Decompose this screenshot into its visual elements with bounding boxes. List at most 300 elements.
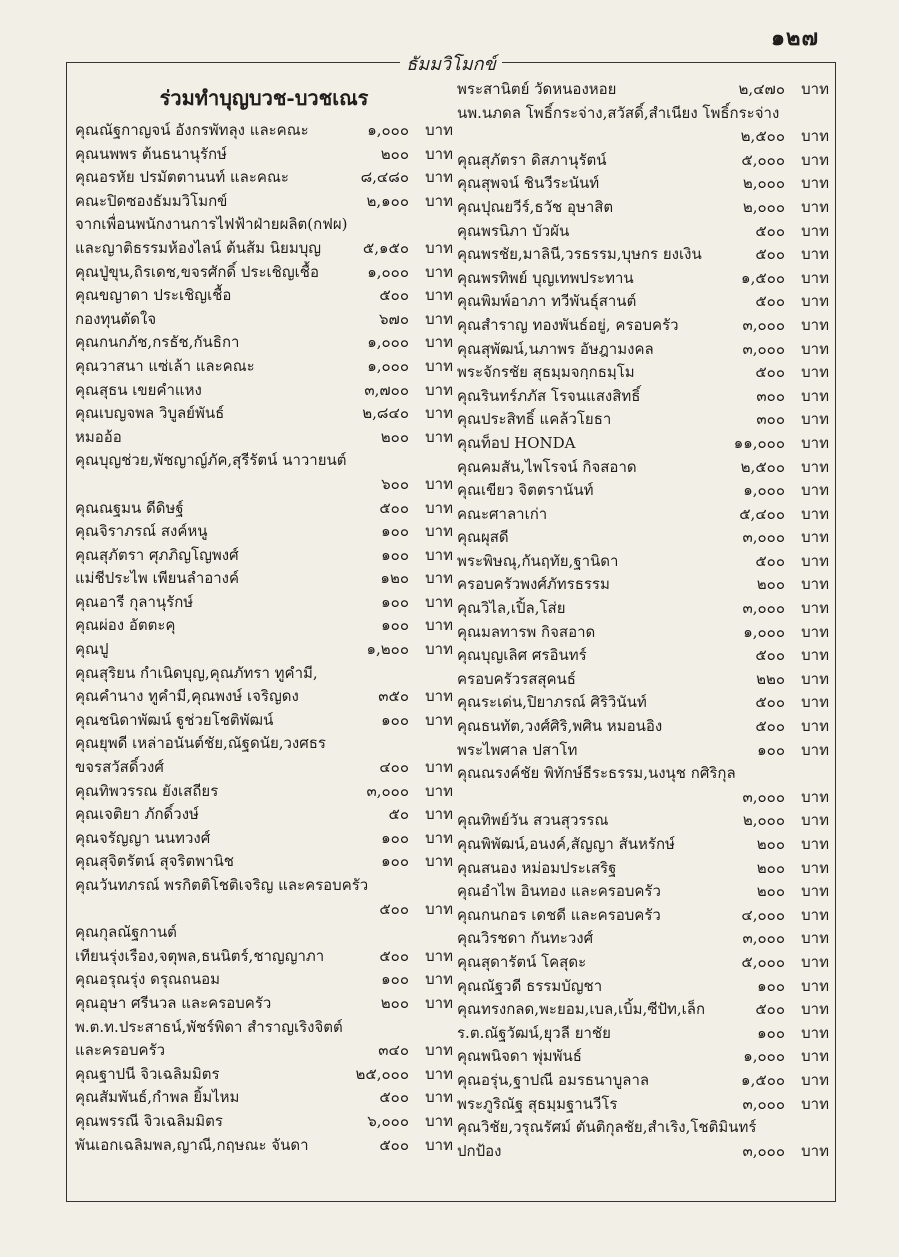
donor-name: คุณปู <box>75 640 109 659</box>
donor-name: คุณพิพัฒน์,อนงค์,สัญญา สันหรักษ์ <box>457 835 675 853</box>
currency-unit: บาท <box>425 687 453 706</box>
donor-row <box>457 243 829 267</box>
donation-amount: ๑,๐๐๐ <box>743 1047 785 1066</box>
donation-amount: ๓๕๐ <box>378 687 409 706</box>
donor-name: คุณทิพวรรณ ยังเสถียร <box>75 781 219 800</box>
donation-amount: ๔๐๐ <box>379 758 409 777</box>
currency-unit: บาท <box>425 828 453 847</box>
donor-row <box>457 290 829 314</box>
currency-unit: บาท <box>425 640 453 659</box>
donor-row <box>75 402 453 426</box>
donor-row <box>75 1039 453 1063</box>
currency-unit: บาท <box>425 899 453 918</box>
donor-row <box>457 573 829 597</box>
donation-amount: ๕๐๐ <box>379 1088 409 1107</box>
donation-amount: ๑,๒๐๐ <box>366 640 409 659</box>
donor-row <box>75 874 453 898</box>
donation-amount: ๓,๐๐๐ <box>366 781 409 800</box>
donor-row <box>75 662 453 686</box>
donor-row <box>75 426 453 450</box>
donation-amount: ๒๐๐ <box>756 575 785 594</box>
currency-unit: บาท <box>425 616 453 635</box>
donor-name: คุณกนกภัช,กรธัช,กันธิกา <box>75 333 240 352</box>
donor-row <box>75 945 453 969</box>
currency-unit: บาท <box>425 592 453 611</box>
currency-unit: บาท <box>425 309 453 328</box>
donation-amount: ๒๒๐ <box>756 669 785 688</box>
donation-amount: ๕๐๐ <box>755 551 785 570</box>
donor-name: เทียนรุ่งเรือง,จตุพล,ธนนิตร์,ชาญญาภา <box>75 946 325 965</box>
donor-row <box>457 220 829 244</box>
currency-unit: บาท <box>801 1070 829 1089</box>
currency-unit: บาท <box>801 1094 829 1113</box>
donation-amount: ๑๐๐ <box>381 828 409 847</box>
donor-name: คุณอุษา ศรีนวล และครอบครัว <box>75 993 272 1012</box>
donor-row <box>457 1116 829 1140</box>
donor-row <box>75 355 453 379</box>
donor-name: และครอบครัว <box>75 1041 166 1060</box>
donor-name: คุณสุภัตรา ดิสภานุรัตน์ <box>457 150 607 169</box>
donation-amount: ๕๐๐ <box>755 363 785 382</box>
donation-amount: ๓๐๐ <box>756 386 785 405</box>
donation-amount: ๒๐๐ <box>756 835 785 853</box>
currency-unit: บาท <box>801 835 829 853</box>
currency-unit: บาท <box>425 286 453 305</box>
donor-name: คุณพรนิภา บัวผัน <box>457 221 570 240</box>
section-heading: ร่วมทำบุญบวช-บวชเณร <box>159 86 369 110</box>
currency-unit: บาท <box>801 150 829 169</box>
donor-row <box>457 951 829 975</box>
donor-row <box>457 172 829 196</box>
donor-row <box>457 597 829 621</box>
donation-amount: ๕๐๐ <box>379 1135 409 1154</box>
donation-amount: ๒๐๐ <box>380 144 409 163</box>
donor-row <box>457 621 829 645</box>
donor-name: คณะปิดซองธัมมวิโมกข์ <box>75 191 228 210</box>
left-column <box>75 78 453 1157</box>
donor-row <box>457 550 829 574</box>
donation-amount: ๒๐๐ <box>756 882 785 901</box>
donor-row <box>75 685 453 709</box>
currency-unit: บาท <box>801 268 829 287</box>
donation-amount: ๓,๐๐๐ <box>742 929 785 948</box>
donor-name: คุณณัฐวดี ธรรมบัญชา <box>457 976 603 995</box>
currency-unit: บาท <box>801 127 829 146</box>
donation-amount: ๕๐๐ <box>379 498 409 517</box>
donor-name: คุณพิมพ์อาภา ทวีพันธุ์สานต์ <box>457 292 637 311</box>
donation-amount: ๓,๐๐๐ <box>742 1094 785 1113</box>
donation-amount: ๒๐๐ <box>380 993 409 1012</box>
currency-unit: บาท <box>425 144 453 163</box>
donation-amount: ๓๐๐ <box>756 410 785 429</box>
currency-unit: บาท <box>425 356 453 375</box>
donation-amount: ๑,๕๐๐ <box>741 1070 785 1089</box>
donation-amount: ๑,๐๐๐ <box>367 333 409 352</box>
donor-name: คุณสัมพันธ์,กำพล ยิ้มไหม <box>75 1088 240 1107</box>
currency-unit: บาท <box>425 498 453 517</box>
currency-unit: บาท <box>801 481 829 500</box>
donor-row <box>75 308 453 332</box>
donor-row <box>75 614 453 638</box>
donor-name: คุณขญาดา ประเชิญเชื้อ <box>75 286 232 305</box>
currency-unit: บาท <box>801 386 829 405</box>
currency-unit: บาท <box>801 1000 829 1019</box>
left-donor-list <box>75 119 453 1157</box>
donor-row <box>457 149 829 173</box>
currency-unit: บาท <box>425 238 453 257</box>
donor-list-frame <box>66 54 836 1202</box>
donor-name: คุณอรุณรุ่ง ดรุณถนอม <box>75 970 221 989</box>
donor-row <box>75 992 453 1016</box>
currency-unit: บาท <box>801 787 829 806</box>
donation-amount: ๒๐๐ <box>380 427 409 446</box>
currency-unit: บาท <box>425 404 453 423</box>
donation-amount: ๕๐๐ <box>755 1000 785 1019</box>
donor-name: นพ.นภดล โพธิ์กระจ่าง,สวัสดิ์,สำเนียง โพธิ์กระจ่าง <box>457 103 780 122</box>
donor-name: คุณประสิทธิ์ แคล้วโยธา <box>457 410 612 429</box>
donation-amount: ๖๗๐ <box>379 309 409 328</box>
donor-row <box>457 503 829 527</box>
donor-name: พระภูริณัฐ สุธมฺมฐานวีโร <box>457 1094 618 1113</box>
donor-row <box>457 762 829 786</box>
donor-name: คุณผ่อง อัตตะคุ <box>75 616 176 635</box>
donor-row <box>457 975 829 999</box>
donor-row <box>75 449 453 473</box>
donation-amount: ๓,๐๐๐ <box>742 339 785 358</box>
currency-unit: บาท <box>801 646 829 665</box>
donation-amount: ๑๐๐ <box>381 545 409 564</box>
donor-row <box>457 1022 829 1046</box>
donor-row <box>75 1134 453 1158</box>
currency-unit: บาท <box>801 811 829 830</box>
donation-amount: ๒,๘๔๐ <box>362 404 409 423</box>
currency-unit: บาท <box>801 882 829 901</box>
currency-unit: บาท <box>425 121 453 139</box>
donation-amount: ๕๐๐ <box>379 946 409 965</box>
currency-unit: บาท <box>425 805 453 824</box>
currency-unit: บาท <box>801 575 829 594</box>
donor-row <box>457 998 829 1022</box>
donation-amount: ๕,๑๕๐ <box>362 238 409 257</box>
donor-row <box>457 809 829 833</box>
donor-name: คุณสุดารัตน์ โคสุดะ <box>457 952 587 971</box>
donor-row <box>457 1045 829 1069</box>
donation-amount: ๘,๔๘๐ <box>360 168 409 187</box>
currency-unit: บาท <box>425 522 453 541</box>
currency-unit: บาท <box>801 622 829 641</box>
donor-row <box>457 833 829 857</box>
donation-amount: ๕๐ <box>388 805 409 824</box>
currency-unit: บาท <box>801 80 829 98</box>
donation-amount: ๑๐๐ <box>381 616 409 635</box>
currency-unit: บาท <box>425 427 453 446</box>
donor-name: คุณปุณยวีร์,ธวัช อุษาสิต <box>457 197 614 216</box>
donor-row <box>75 780 453 804</box>
donation-amount: ๑,๕๐๐ <box>741 268 785 287</box>
donor-name: คุณสุพัฒน์,นภาพร อัษฎามงคล <box>457 339 654 358</box>
donor-name: คุณจิราภรณ์ สงค์หนู <box>75 522 208 541</box>
donor-row <box>75 284 453 308</box>
donor-row <box>457 927 829 951</box>
currency-unit: บาท <box>801 693 829 712</box>
donation-amount: ๕,๐๐๐ <box>741 952 785 971</box>
donor-name: คุณสุธน เขยคำแหง <box>75 380 202 399</box>
donation-amount: ๑๐๐ <box>381 852 409 871</box>
currency-unit: บาท <box>801 221 829 240</box>
donor-name: คุณปู่ขุน,ถิรเดช,ขจรศักดิ์ ประเชิญเชื้อ <box>75 262 319 281</box>
donation-amount: ๕๐๐ <box>755 292 785 311</box>
currency-unit: บาท <box>801 1047 829 1066</box>
currency-unit: บาท <box>425 168 453 187</box>
donor-name: คุณจรัญญา นนทวงศ์ <box>75 828 211 847</box>
donor-name: คณะศาลาเก่า <box>457 504 548 523</box>
currency-unit: บาท <box>425 1064 453 1083</box>
donor-row <box>457 691 829 715</box>
donor-row <box>457 739 829 763</box>
donation-amount: ๒,๐๐๐ <box>742 174 785 193</box>
currency-unit: บาท <box>801 976 829 995</box>
donor-row <box>457 526 829 550</box>
donor-name: คุณอรุ่น,ฐาปณี อมรธนาบูลาล <box>457 1070 650 1089</box>
currency-unit: บาท <box>801 669 829 688</box>
donor-row <box>75 638 453 662</box>
donor-name: คุณทิพย์วัน สวนสุวรรณ <box>457 811 609 830</box>
donor-row <box>75 732 453 756</box>
donor-name: คุณเบญจพล วิบูลย์พันธ์ <box>75 404 225 423</box>
donation-amount: ๑,๐๐๐ <box>743 622 785 641</box>
donation-amount: ๕,๔๐๐ <box>739 504 785 523</box>
donor-name: คุณวิชัย,วรุณรัศม์ ตันติกุลชัย,สำเริง,โชติมินทร์ <box>457 1118 757 1137</box>
publication-title: ธัมมวิโมกข์ <box>400 54 502 75</box>
donor-name: คุณผุสดี <box>457 528 509 547</box>
currency-unit: บาท <box>801 292 829 311</box>
currency-unit: บาท <box>801 599 829 618</box>
donor-row <box>75 190 453 214</box>
donor-name: คุณมลทารพ กิจสอาด <box>457 622 596 641</box>
donor-name: คุณยุพดี เหล่าอนันต์ชัย,ณัฐดนัย,วงศธร <box>75 734 326 753</box>
donor-name: พันเอกเฉลิมพล,ญาณี,กฤษณะ จันดา <box>75 1135 309 1154</box>
currency-unit: บาท <box>801 551 829 570</box>
donor-name: คุณพนิจดา พุ่มพันธ์ <box>457 1047 582 1066</box>
donation-amount: ๓,๐๐๐ <box>742 599 785 618</box>
donor-name: คุณสนอง หม่อมประเสริฐ <box>457 858 617 877</box>
donor-row <box>75 968 453 992</box>
donor-row <box>457 314 829 338</box>
donor-row <box>457 361 829 385</box>
currency-unit: บาท <box>801 339 829 358</box>
donation-amount: ๑๐๐ <box>381 592 409 611</box>
donor-name: คุณอำไพ อินทอง และครอบครัว <box>457 882 661 901</box>
donor-row <box>457 102 829 126</box>
donation-amount: ๓,๗๐๐ <box>364 380 409 399</box>
donor-row <box>75 520 453 544</box>
donation-amount: ๓,๐๐๐ <box>742 787 785 806</box>
donation-amount: ๑,๐๐๐ <box>367 262 409 281</box>
donor-row <box>75 803 453 827</box>
donation-amount: ๕๐๐ <box>755 693 785 712</box>
currency-unit: บาท <box>801 315 829 334</box>
donor-name: พ.ต.ท.ประสาธน์,พัชร์พิดา สำราญเริงจิตต์ <box>75 1017 343 1036</box>
donor-name: พระไพศาล ปสาโท <box>457 740 578 759</box>
currency-unit: บาท <box>801 363 829 382</box>
currency-unit: บาท <box>425 946 453 965</box>
donor-name: คุณพรรณี จิวเฉลิมมิตร <box>75 1111 223 1130</box>
donor-name: ครอบครัวพงศ์ภัทรธรรม <box>457 575 610 594</box>
currency-unit: บาท <box>425 380 453 399</box>
donation-amount: ๕๐๐ <box>379 286 409 305</box>
donor-name: หมออ้อ <box>75 427 122 446</box>
donor-row <box>457 432 829 456</box>
currency-unit: บาท <box>425 191 453 210</box>
donor-row <box>75 473 453 497</box>
donor-row <box>457 668 829 692</box>
currency-unit: บาท <box>425 545 453 564</box>
donor-row <box>75 898 453 922</box>
donor-name: คุณเขียว จิตตรานันท์ <box>457 481 594 500</box>
donation-amount: ๓,๐๐๐ <box>742 1141 785 1160</box>
donation-amount: ๒๐๐ <box>756 858 785 877</box>
currency-unit: บาท <box>425 1041 453 1060</box>
donor-name: คุณเจติยา ภักดิ์วงษ์ <box>75 805 199 824</box>
donor-row <box>457 338 829 362</box>
donation-amount: ๓,๐๐๐ <box>742 315 785 334</box>
donor-name: ขจรสวัสดิ์วงศ์ <box>75 758 164 777</box>
donation-amount: ๒๕,๐๐๐ <box>355 1064 409 1083</box>
donor-row <box>457 125 829 149</box>
currency-unit: บาท <box>801 905 829 924</box>
donor-name: คุณณรงค์ชัย พิทักษ์ธีระธรรม,นงนุช กศิริกุล <box>457 764 736 783</box>
donor-row <box>75 827 453 851</box>
currency-unit: บาท <box>801 197 829 216</box>
currency-unit: บาท <box>801 457 829 476</box>
currency-unit: บาท <box>801 1141 829 1160</box>
donor-name: กองทุนตัดใจ <box>75 309 157 328</box>
currency-unit: บาท <box>801 433 829 452</box>
donor-row <box>457 1069 829 1093</box>
currency-unit: บาท <box>801 410 829 429</box>
donor-row <box>457 267 829 291</box>
donation-amount: ๖๐๐ <box>381 474 409 493</box>
donation-amount: ๕๐๐ <box>379 899 409 918</box>
currency-unit: บาท <box>425 1135 453 1154</box>
donor-name: คุณท็อป HONDA <box>457 433 576 452</box>
donor-row <box>75 709 453 733</box>
donation-amount: ๓,๐๐๐ <box>742 528 785 547</box>
donation-amount: ๖,๐๐๐ <box>367 1111 409 1130</box>
donation-amount: ๔,๐๐๐ <box>741 905 785 924</box>
currency-unit: บาท <box>425 852 453 871</box>
donor-name: คุณระเด่น,ปิยาภรณ์ ศิริวินันท์ <box>457 693 647 712</box>
donor-row <box>457 904 829 928</box>
donor-name: คุณสุริยน กำเนิดบุญ,คุณภัทรา ทูคำมี, <box>75 663 318 682</box>
currency-unit: บาท <box>425 1088 453 1107</box>
donation-amount: ๒,๔๗๐ <box>738 80 785 98</box>
currency-unit: บาท <box>425 1111 453 1130</box>
donor-row <box>457 644 829 668</box>
currency-unit: บาท <box>425 262 453 281</box>
donor-name: คุณอรหัย ปรมัตตานนท์ และคณะ <box>75 168 289 187</box>
donation-amount: ๕,๐๐๐ <box>741 150 785 169</box>
donor-row <box>457 196 829 220</box>
frame-title <box>67 49 835 78</box>
donation-amount: ๑๑,๐๐๐ <box>733 433 785 452</box>
donor-name: คุณพรทิพย์ บุญเทพประทาน <box>457 268 634 287</box>
donor-name: พระจักรชัย สุธมฺมจกฺกธมฺโม <box>457 363 635 382</box>
donor-row <box>457 786 829 810</box>
currency-unit: บาท <box>425 781 453 800</box>
donor-name: คุณกนกอร เดชดี และครอบครัว <box>457 905 661 924</box>
currency-unit: บาท <box>801 929 829 948</box>
donor-row <box>75 544 453 568</box>
currency-unit: บาท <box>425 333 453 352</box>
donor-row <box>75 331 453 355</box>
right-donor-list <box>457 78 829 1163</box>
donor-name: คุณชนิดาพัฒน์ ฐูช่วยโชติพัฒน์ <box>75 710 274 729</box>
donor-name: คุณพรชัย,มาลินี,วรธรรม,บุษกร ยงเงิน <box>457 245 702 264</box>
currency-unit: บาท <box>801 504 829 523</box>
donation-amount: ๒,๕๐๐ <box>740 457 785 476</box>
donor-name: คุณสุพจน์ ชินวีระนันท์ <box>457 174 600 193</box>
donation-amount: ๕๐๐ <box>755 646 785 665</box>
currency-unit: บาท <box>425 758 453 777</box>
donation-amount: ๑๐๐ <box>757 976 785 995</box>
donation-amount: ๑๐๐ <box>757 1023 785 1042</box>
donor-row <box>75 1110 453 1134</box>
donor-name: คุณคำนาง ทูคำมี,คุณพงษ์ เจริญดง <box>75 687 299 706</box>
donor-name: คุณคมสัน,ไพโรจน์ กิจสอาด <box>457 457 637 476</box>
currency-unit: บาท <box>801 952 829 971</box>
donor-row <box>457 857 829 881</box>
donor-name: แม่ชีประไพ เพียนลำอางค์ <box>75 569 240 588</box>
donor-row <box>75 119 453 143</box>
donor-row <box>457 479 829 503</box>
donor-row <box>75 567 453 591</box>
donor-name: จากเพื่อนพนักงานการไฟฟ้าฝ่ายผลิต(กฟผ) <box>75 215 348 234</box>
currency-unit: บาท <box>425 970 453 989</box>
donor-row <box>75 591 453 615</box>
donation-amount: ๒,๐๐๐ <box>742 811 785 830</box>
donor-row <box>457 408 829 432</box>
currency-unit: บาท <box>801 528 829 547</box>
donation-amount: ๕๐๐ <box>755 717 785 736</box>
donor-row <box>75 1063 453 1087</box>
donor-row <box>457 78 829 102</box>
donor-name: คุณสำราญ ทองพันธ์อยู่, ครอบครัว <box>457 315 679 334</box>
donation-amount: ๑๒๐ <box>380 569 409 588</box>
donor-row <box>457 715 829 739</box>
donor-name: ปกป้อง <box>457 1141 502 1160</box>
donation-amount: ๑๐๐ <box>381 970 409 989</box>
donor-row <box>75 261 453 285</box>
currency-unit: บาท <box>801 1023 829 1042</box>
donor-name: คุณวิรชดา กันทะวงศ์ <box>457 929 594 948</box>
currency-unit: บาท <box>801 858 829 877</box>
donor-name: คุณบุญช่วย,พัชญาญ์ภัค,สุรีรัตน์ นาวายนต์ <box>75 451 347 470</box>
donor-name: คุณรินทร์ภภัส โรจนแสงสิทธิ์ <box>457 386 641 405</box>
right-column <box>457 78 829 1163</box>
currency-unit: บาท <box>801 174 829 193</box>
donor-name: คุณฐาปนี จิวเฉลิมมิตร <box>75 1064 220 1083</box>
page-number: ๑๒๗ <box>770 25 819 51</box>
currency-unit: บาท <box>801 740 829 759</box>
donor-name: คุณทรงกลด,พะยอม,เบล,เบิ้ม,ซีปัท,เล็ก <box>457 1000 706 1019</box>
donor-row <box>75 756 453 780</box>
donor-row <box>75 1016 453 1040</box>
donor-name: คุณวิไล,เปิ้ล,โส่ย <box>457 599 566 618</box>
donor-row <box>75 1086 453 1110</box>
donor-name: ร.ต.ณัฐวัฒน์,ยุวลี ยาชัย <box>457 1023 611 1042</box>
donor-row <box>457 1140 829 1164</box>
